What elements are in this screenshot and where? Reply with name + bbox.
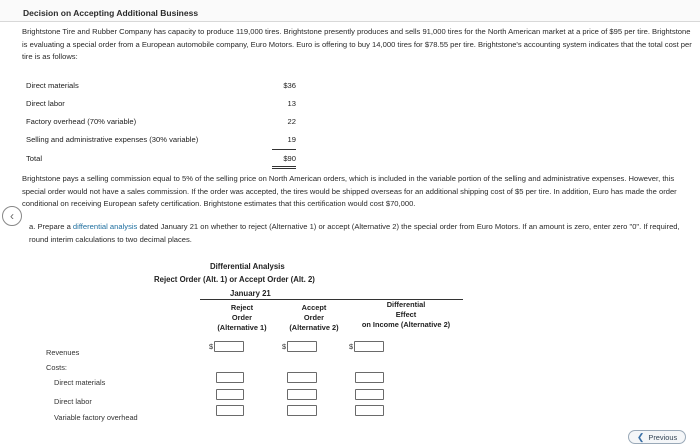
page-header [0, 0, 700, 22]
previous-button[interactable] [628, 430, 686, 444]
dollar-sign: $ [349, 342, 354, 351]
direct-labor-differential-input[interactable] [355, 389, 384, 400]
commission-paragraph: Brightstone pays a selling commission equal to 5% of the selling price on North American orders, which is included in the variable portion of the selling and administrative expenses. However, this special order would not have a sales commission. If the order was accepted, the tires would be shipped overseas for an additional shipping cost of $5 per tire. In addition, Euro has made the order conditional on receiving European safety certification. Brightstone estimates that this certification would cost $70,000. [22, 174, 677, 208]
cost-label: Total [26, 154, 43, 163]
cost-value: $90 [283, 154, 296, 163]
cost-value: 13 [287, 99, 296, 108]
direct-labor-reject-input[interactable] [216, 389, 244, 400]
cost-row [26, 99, 296, 111]
cost-label: Direct labor [26, 99, 65, 108]
cost-row [26, 135, 296, 147]
column-header-accept [278, 303, 350, 333]
direct-materials-reject-input[interactable] [216, 372, 244, 383]
cost-row [26, 81, 296, 93]
variable-overhead-differential-input[interactable] [355, 405, 384, 416]
revenues-accept-input[interactable] [287, 341, 317, 352]
row-label-direct-labor: Direct labor [54, 397, 92, 406]
cost-value: 22 [287, 117, 296, 126]
row-label-revenues: Revenues [46, 348, 80, 357]
col-head-line: Accept [301, 303, 327, 312]
variable-overhead-accept-input[interactable] [287, 405, 317, 416]
cost-label: Factory overhead (70% variable) [26, 117, 137, 126]
cost-total-row [26, 154, 296, 166]
col-head-line: Order [303, 313, 325, 322]
dollar-sign: $ [209, 342, 214, 351]
total-rule [272, 149, 296, 150]
cost-row [26, 117, 296, 129]
cost-value: $36 [283, 81, 296, 90]
chevron-left-icon[interactable]: ‹ [2, 206, 22, 226]
row-label-costs: Costs: [46, 363, 67, 372]
cost-label: Selling and administrative expenses (30% variable) [26, 135, 199, 144]
col-head-line: Order [231, 313, 253, 322]
row-label-variable-overhead: Variable factory overhead [54, 413, 138, 422]
col-head-line: Effect [395, 310, 417, 319]
intro-paragraph: Brightstone Tire and Rubber Company has capacity to produce 119,000 tires. Brightstone presently produces and sells 91,000 tires for the North American market at a price of $95 per tire. Brightstone is evaluating a special order from a European automobile company, Euro Motors. Euro is offering to buy 14,000 tires for $78.55 per tire. Brightstone's accounting system indicates that the total cost per tire is as follows: [22, 27, 692, 61]
revenues-differential-input[interactable] [354, 341, 384, 352]
col-head-line: Reject [230, 303, 254, 312]
total-double-rule [272, 168, 296, 169]
cost-label: Direct materials [26, 81, 79, 90]
direct-materials-differential-input[interactable] [355, 372, 384, 383]
col-head-line: on Income (Alternative 2) [361, 320, 451, 329]
column-header-differential [350, 300, 462, 330]
column-header-reject [206, 303, 278, 333]
total-double-rule [272, 166, 296, 167]
revenues-reject-input[interactable] [214, 341, 244, 352]
col-head-line: Differential [386, 300, 426, 309]
col-head-line: (Alternative 2) [289, 323, 339, 332]
variable-overhead-reject-input[interactable] [216, 405, 244, 416]
chevron-left-icon: ❮ [636, 431, 645, 442]
direct-materials-accept-input[interactable] [287, 372, 317, 383]
row-label-direct-materials: Direct materials [54, 378, 106, 387]
analysis-title: Differential Analysis [210, 262, 285, 271]
direct-labor-accept-input[interactable] [287, 389, 317, 400]
analysis-date: January 21 [230, 289, 271, 298]
page-title: Decision on Accepting Additional Business [23, 8, 199, 18]
differential-analysis-link[interactable]: differential analysis [72, 222, 138, 231]
dollar-sign: $ [282, 342, 287, 351]
col-head-line: (Alternative 1) [217, 323, 267, 332]
question-suffix: dated January 21 on whether to reject (Alternative 1) or accept (Alternative 2) the special order from Euro Motors. If an amount is zero, enter zero "0". If required, round interim calculations to two decimal places. [29, 222, 680, 244]
question-prefix: a. Prepare a [29, 222, 73, 231]
previous-label: Previous [648, 432, 678, 442]
analysis-subtitle: Reject Order (Alt. 1) or Accept Order (Alt. 2) [154, 275, 315, 284]
cost-value: 19 [287, 135, 296, 144]
question-paragraph [29, 221, 689, 246]
